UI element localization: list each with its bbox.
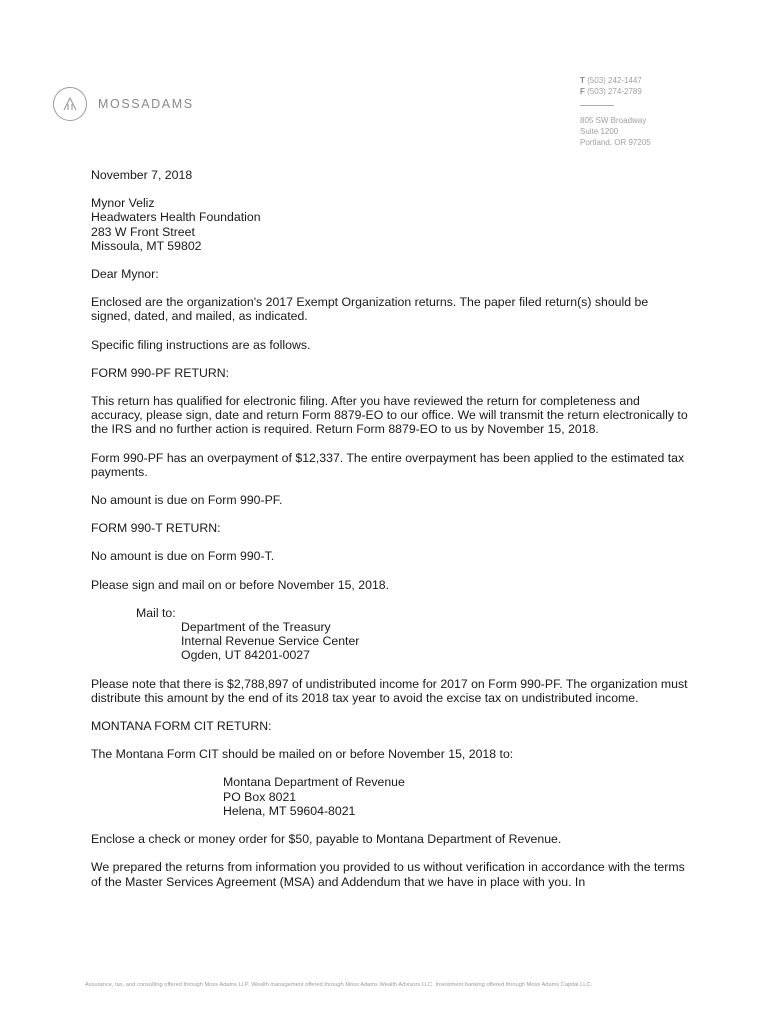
- heading-montana: MONTANA FORM CIT RETURN:: [91, 719, 272, 734]
- paragraph-sign-mail: Please sign and mail on or before November 15, 2018.: [91, 577, 390, 592]
- address-line1: 805 SW Broadway: [580, 116, 647, 125]
- letter-date: November 7, 2018: [91, 168, 193, 182]
- contact-divider: [580, 105, 614, 106]
- phone-line: T (503) 242-1447: [580, 76, 642, 85]
- letterhead-contact: [580, 75, 651, 148]
- paragraph-prepared: We prepared the returns from information you provided to us without verification in accordance with the terms of the Master Services Agreement (MSA) and Addendum that we have in place with you. In: [91, 860, 685, 889]
- logo-mark-icon: [53, 87, 87, 121]
- recipient-block: Mynor Veliz Headwaters Health Foundation 283 W Front Street Missoula, MT 59802: [91, 196, 261, 253]
- mail-to-block: Mail to: Department of the Treasury Internal Revenue Service Center Ogden, UT 84201-0027: [136, 605, 360, 663]
- address-line2: Suite 1200: [580, 127, 619, 136]
- paragraph-enclosed: Enclosed are the organization's 2017 Exempt Organization returns. The paper filed return(s) should be signed, dated, and mailed, as indicated.: [91, 295, 649, 324]
- heading-990t: FORM 990-T RETURN:: [91, 521, 221, 536]
- paragraph-montana: The Montana Form CIT should be mailed on or before November 15, 2018 to:: [91, 747, 514, 762]
- montana-address-block: Montana Department of Revenue PO Box 8021 Helena, MT 59604-8021: [223, 775, 405, 818]
- paragraph-instructions: Specific filing instructions are as follows.: [91, 337, 311, 352]
- moss-adams-logo: [53, 87, 194, 121]
- paragraph-undistributed: Please note that there is $2,788,897 of undistributed income for 2017 on Form 990-PF. The organization must distribute this amount by the end of its 2018 tax year to avoid the excise tax on undistributed income.: [91, 676, 688, 705]
- paragraph-990t-due: No amount is due on Form 990-T.: [91, 549, 275, 564]
- footer-disclaimer: Assurance, tax, and consulting offered through Moss Adams LLP. Wealth management offered through Moss Adams Wealth Advisors LLC. Investment banking offered through Moss Adams Capital LLC.: [85, 982, 593, 988]
- heading-990pf: FORM 990-PF RETURN:: [91, 365, 230, 380]
- fax-line: F (503) 274-2789: [580, 87, 642, 96]
- paragraph-check: Enclose a check or money order for $50, payable to Montana Department of Revenue.: [91, 832, 562, 847]
- paragraph-990pf-due: No amount is due on Form 990-PF.: [91, 493, 283, 508]
- address-line3: Portland, OR 97205: [580, 138, 651, 147]
- paragraph-overpayment: Form 990-PF has an overpayment of $12,337. The entire overpayment has been applied to the estimated tax payments.: [91, 450, 685, 479]
- paragraph-efile: This return has qualified for electronic filing. After you have reviewed the return for completeness and accuracy, please sign, date and return Form 8879-EO to our office. We will transmit the return electronically to the IRS and no further action is required. Return Form 8879-EO to us by November 15, 2018.: [91, 394, 688, 437]
- logo-wordmark: MOSSADAMS: [98, 97, 194, 111]
- letter-body: [91, 168, 691, 903]
- salutation: Dear Mynor:: [91, 267, 159, 282]
